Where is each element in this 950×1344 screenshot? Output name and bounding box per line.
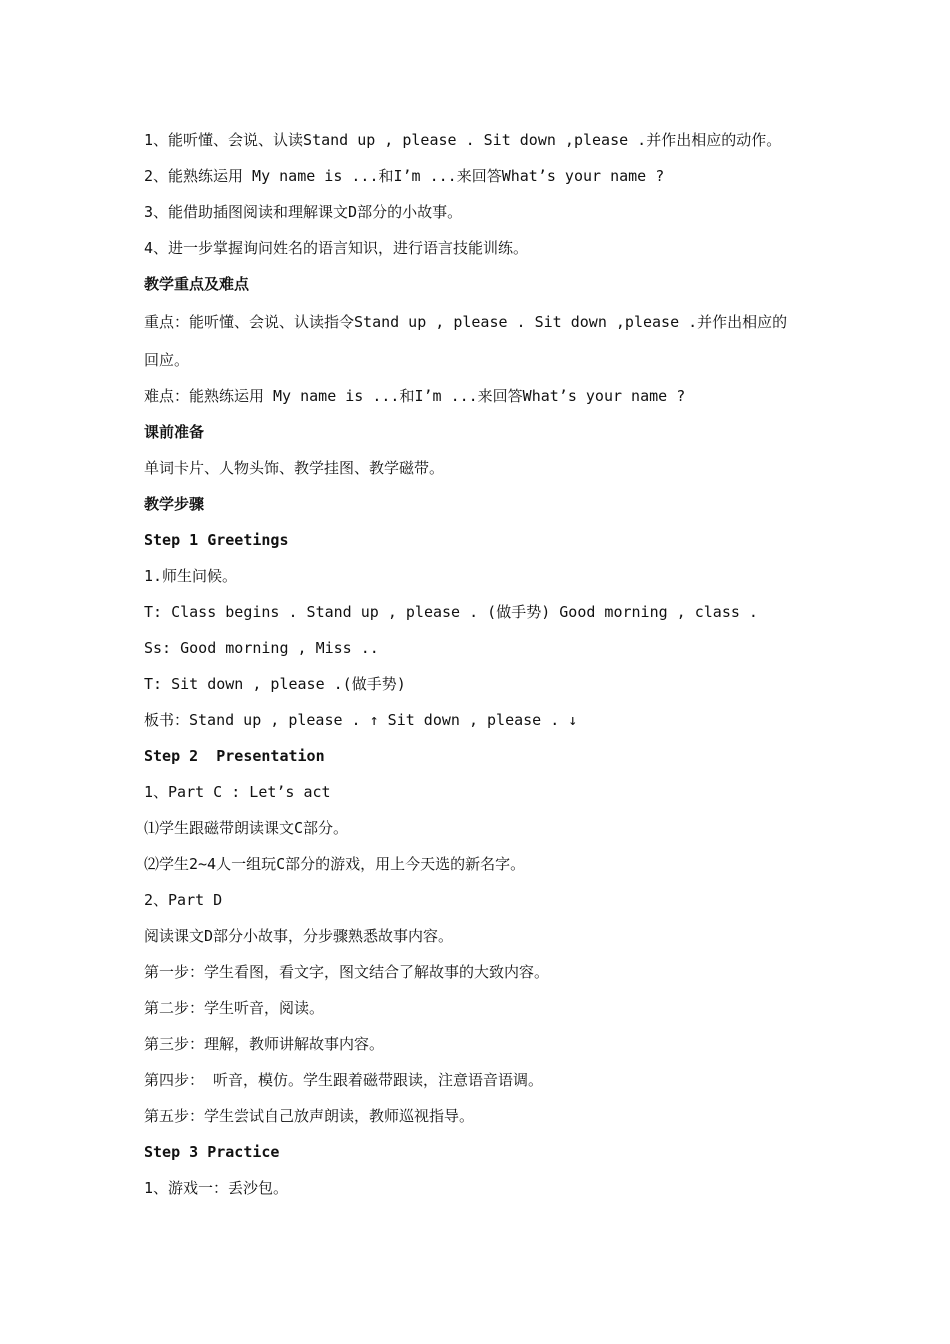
step2-line: 第五步：学生尝试自己放声朗读，教师巡视指导。 bbox=[144, 1107, 475, 1125]
step1-title: Step 1 Greetings bbox=[144, 531, 289, 549]
step1-line: Ss: Good morning , Miss .. bbox=[144, 639, 379, 657]
step2-line: 第二步：学生听音，阅读。 bbox=[144, 999, 325, 1017]
step2-line: ⑴学生跟磁带朗读课文C部分。 bbox=[144, 819, 349, 837]
step1-line: T: Class begins . Stand up , please . (做手势) Good morning , class . bbox=[144, 603, 758, 621]
preparation-text: 单词卡片、人物头饰、教学挂图、教学磁带。 bbox=[144, 459, 445, 477]
step2-line: ⑵学生2~4人一组玩C部分的游戏，用上今天选的新名字。 bbox=[144, 855, 526, 873]
step1-line: T: Sit down , please .(做手势) bbox=[144, 675, 406, 693]
focus-line-2: 回应。 bbox=[144, 351, 190, 369]
step1-line: 板书：Stand up , please . ↑ Sit down , please . ↓ bbox=[144, 711, 578, 729]
document-page bbox=[144, 122, 824, 1206]
difficulty-line: 难点：能熟练运用 My name is ...和I’m ...来回答What’s your name ? bbox=[144, 387, 686, 405]
objective-4: 4、进一步掌握询问姓名的语言知识，进行语言技能训练。 bbox=[144, 239, 529, 257]
steps-heading: 教学步骤 bbox=[144, 495, 205, 513]
step2-line: 阅读课文D部分小故事，分步骤熟悉故事内容。 bbox=[144, 927, 454, 945]
objective-1: 1、能听懂、会说、认读Stand up , please . Sit down ,please .并作出相应的动作。 bbox=[144, 131, 782, 149]
step3-title: Step 3 Practice bbox=[144, 1143, 280, 1161]
step2-line: 2、Part D bbox=[144, 891, 223, 909]
step2-title: Step 2 Presentation bbox=[144, 747, 325, 765]
step3-line: 1、游戏一：丢沙包。 bbox=[144, 1179, 289, 1197]
objective-2: 2、能熟练运用 My name is ...和I’m ...来回答What’s your name ? bbox=[144, 167, 665, 185]
step2-line: 第四步： 听音，模仿。学生跟着磁带跟读，注意语音语调。 bbox=[144, 1071, 544, 1089]
step2-line: 第三步：理解，教师讲解故事内容。 bbox=[144, 1035, 385, 1053]
objective-3: 3、能借助插图阅读和理解课文D部分的小故事。 bbox=[144, 203, 463, 221]
step1-line: 1.师生问候。 bbox=[144, 567, 238, 585]
key-points-heading: 教学重点及难点 bbox=[144, 275, 250, 293]
preparation-heading: 课前准备 bbox=[144, 423, 205, 441]
step2-line: 1、Part C : Let’s act bbox=[144, 783, 331, 801]
step2-line: 第一步：学生看图，看文字，图文结合了解故事的大致内容。 bbox=[144, 963, 550, 981]
focus-line-1: 重点：能听懂、会说、认读指令Stand up , please . Sit down ,please .并作出相应的 bbox=[144, 313, 788, 331]
